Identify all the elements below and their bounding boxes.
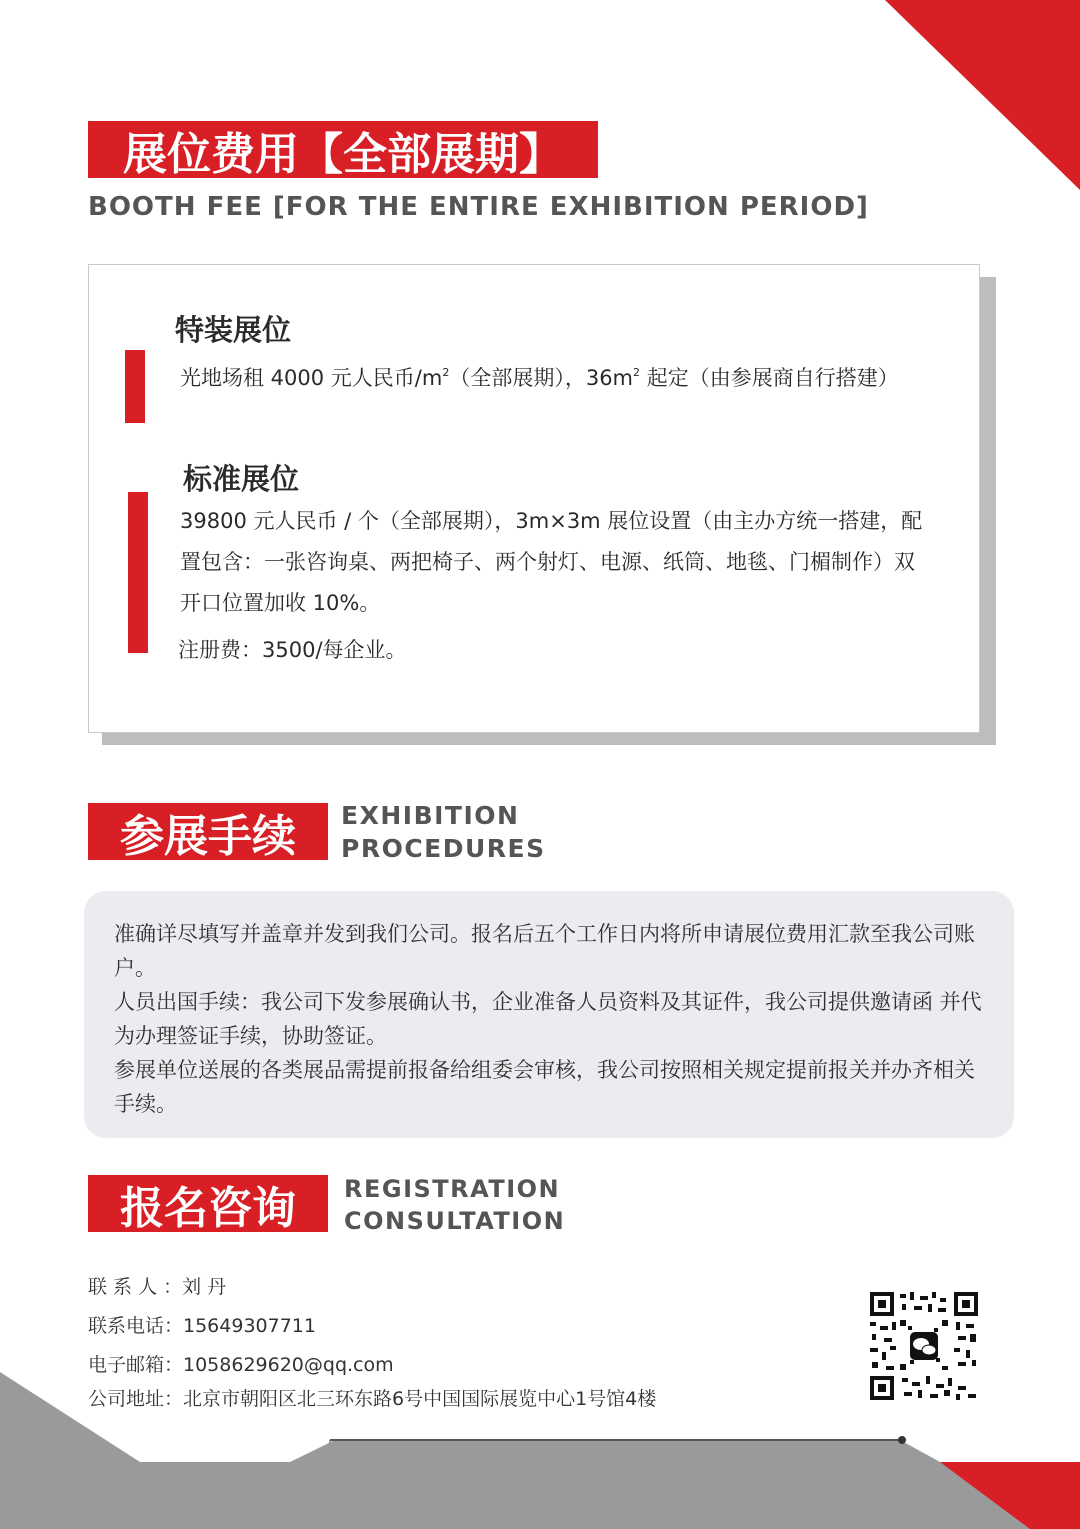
registration-title: 报名咨询: [88, 1175, 328, 1232]
contact-address: 公司地址：北京市朝阳区北三环东路6号中国国际展览中心1号馆4楼: [88, 1388, 657, 1410]
procedures-panel: [84, 891, 1014, 1138]
registration-subtitle-2: CONSULTATION: [344, 1207, 566, 1235]
procedures-subtitle-1: EXHIBITION: [341, 801, 520, 830]
qr-code-icon[interactable]: [868, 1290, 980, 1402]
booth-fee-title: 展位费用【全部展期】: [88, 121, 598, 178]
booth-fee-subtitle: BOOTH FEE [FOR THE ENTIRE EXHIBITION PERIOD]: [88, 192, 869, 222]
contact-phone[interactable]: 联系电话：15649307711: [88, 1315, 316, 1337]
procedure-paragraph: 参展单位送展的各类展品需提前报备给组委会审核，我公司按照相关规定提前报关并办齐相关手续。: [114, 1058, 975, 1116]
contact-person: 联 系 人 ：刘 丹: [88, 1276, 227, 1298]
standard-booth-marker: [128, 492, 148, 653]
procedure-paragraph: 人员出国手续：我公司下发参展确认书，企业准备人员资料及其证件，我公司提供邀请函 并代为办理签证手续，协助签证。: [114, 990, 982, 1048]
special-booth-text: 光地场租 4000 元人民币$/m^2$（全部展期），$36m^2$ 起定（由参展商自行搭建）: [180, 366, 899, 390]
procedure-paragraph: 准确详尽填写并盖章并发到我们公司。报名后五个工作日内将所申请展位费用汇款至我公司账户。: [114, 922, 975, 980]
registration-fee-text: 注册费：3500/每企业。: [178, 638, 407, 662]
top-right-red-corner: [885, 0, 1080, 190]
registration-subtitle-1: REGISTRATION: [344, 1175, 561, 1203]
procedures-subtitle-2: PROCEDURES: [341, 834, 546, 863]
special-booth-marker: [125, 350, 145, 423]
procedures-title: 参展手续: [88, 803, 328, 860]
standard-booth-heading: 标准展位: [183, 462, 300, 496]
contact-email[interactable]: 电子邮箱：1058629620@qq.com: [88, 1354, 394, 1376]
bottom-line-dot: [898, 1436, 906, 1444]
special-booth-heading: 特装展位: [175, 313, 292, 347]
standard-booth-text: 39800 元人民币 / 个（全部展期），3m×3m 展位设置（由主办方统一搭建，配置包含：一张咨询桌、两把椅子、两个射灯、电源、纸筒、地毯、门楣制作）双开口位置加收 10%。: [180, 509, 923, 615]
